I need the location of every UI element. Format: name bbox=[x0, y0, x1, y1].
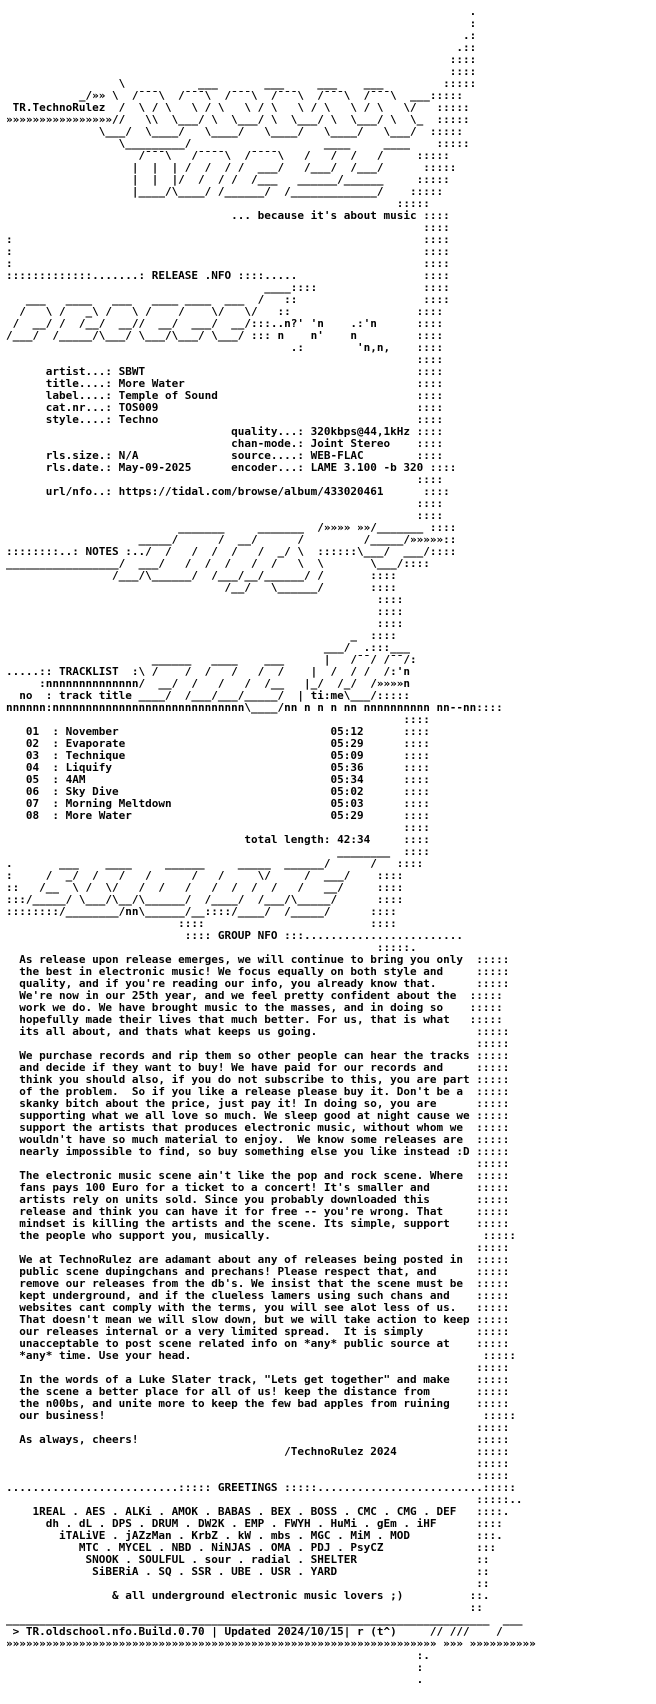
nfo-line: /___/ /_____/\___/ \___/\___/ \___/ ::: n n' n :::: bbox=[6, 329, 444, 342]
nfo-line: unacceptable to post scene related info on *any* public source at ::::: bbox=[6, 1337, 510, 1350]
nfo-line: our releases internal or a very limited spread. It is simply ::::: bbox=[6, 1325, 510, 1338]
nfo-line: _______ _______ /»»»» »»/_______ :::: bbox=[6, 521, 457, 534]
nfo-line: of the problem. So if you like a release please buy it. Don't be a ::::: bbox=[6, 1085, 510, 1098]
nfo-line: : bbox=[6, 1661, 424, 1674]
nfo-line: 04 : Liquify 05:36 :::: bbox=[6, 761, 430, 774]
nfo-line: . bbox=[6, 1673, 424, 1686]
nfo-line: :::::. bbox=[6, 941, 417, 954]
nfo-line: :::: bbox=[6, 53, 477, 66]
nfo-line: skanky bitch about the price, just pay it! In doing so, you are ::::: bbox=[6, 1097, 510, 1110]
nfo-line: ::::: bbox=[6, 1157, 510, 1170]
nfo-line: nearly impossible to find, so buy something else you like instead :D ::::: bbox=[6, 1145, 510, 1158]
nfo-line: ..........................::::: GREETINGS :::::.........................::::: bbox=[6, 1481, 516, 1494]
nfo-line: :: /__ \ / \/ / / / / / / / / __/ :::: bbox=[6, 881, 404, 894]
nfo-line: our business! ::::: bbox=[6, 1409, 516, 1422]
nfo-line: / __/ / /__/ __// __/ ___/ __/:::..n?' 'n .:'n :::: bbox=[6, 317, 444, 330]
nfo-line: label....: Temple of Sound :::: bbox=[6, 389, 444, 402]
nfo-line: \___/ \____/ \____/ \____/ \____/ \___/ ::::: bbox=[6, 125, 463, 138]
nfo-line: 02 : Evaporate 05:29 :::: bbox=[6, 737, 430, 750]
nfo-line: rls.date.: May-09-2025 encoder...: LAME 3.100 -b 320 :::: bbox=[6, 461, 457, 474]
nfo-line: :: bbox=[6, 1601, 483, 1614]
nfo-line: iTALiVE . jAZzMan . KrbZ . kW . mbs . MGC . MiM . MOD :::. bbox=[6, 1529, 503, 1542]
nfo-line: the people who support you, musically. ::::: bbox=[6, 1229, 516, 1242]
nfo-line: title....: More Water :::: bbox=[6, 377, 444, 390]
nfo-line: :::: :::: bbox=[6, 917, 397, 930]
nfo-line: :::: bbox=[6, 497, 444, 510]
nfo-line: quality, and if you're reading our info, you already know that. ::::: bbox=[6, 977, 510, 990]
nfo-line: public scene dupingchans and prechans! Please respect that, and ::::: bbox=[6, 1265, 510, 1278]
nfo-line: :::: bbox=[6, 65, 477, 78]
nfo-line: _________________/ ___/ / / / / / \ \ \___/:::: bbox=[6, 557, 430, 570]
nfo-line: ::::: bbox=[6, 1469, 510, 1482]
nfo-line: 08 : More Water 05:29 :::: bbox=[6, 809, 430, 822]
nfo-line: :::: bbox=[6, 617, 404, 630]
nfo-line: mindset is killing the artists and the scene. Its simple, support ::::: bbox=[6, 1217, 510, 1230]
nfo-line: /TechnoRulez 2024 ::::: bbox=[6, 1445, 510, 1458]
nfo-line: wouldn't have so much material to enjoy. We know some releases are ::::: bbox=[6, 1133, 510, 1146]
nfo-line: ::::::::/________/nn\______/__::::/____/ /_____/ :::: bbox=[6, 905, 397, 918]
nfo-line: remove our releases from the db's. We insist that the scene must be ::::: bbox=[6, 1277, 510, 1290]
nfo-line: We at TechnoRulez are adamant about any of releases being posted in ::::: bbox=[6, 1253, 510, 1266]
nfo-line: chan-mode.: Joint Stereo :::: bbox=[6, 437, 444, 450]
nfo-line: In the words of a Luke Slater track, "Lets get together" and make ::::: bbox=[6, 1373, 510, 1386]
nfo-line: : :::: bbox=[6, 233, 450, 246]
nfo-line: hopefully made their lives that much better. For us, that is what ::::: bbox=[6, 1013, 503, 1026]
nfo-line: nnnnnn:nnnnnnnnnnnnnnnnnnnnnnnnnnnnn\____/nn n n n nn nnnnnnnnnn nn--nn:::: bbox=[6, 701, 503, 714]
nfo-line: .:: bbox=[6, 41, 477, 54]
nfo-line: | | | / / / / ___/ /___/ /___/ ::::: bbox=[6, 161, 457, 174]
nfo-line: / \ / _\ / \ / / \/ \/ :: :::: bbox=[6, 305, 444, 318]
nfo-line: _ :::: bbox=[6, 629, 397, 642]
nfo-line: _/»» \ /¯¯¯\ /¯¯¯\ /¯¯¯\ /¯¯¯\ /¯¯¯\ /¯¯¯\ ___::::: bbox=[6, 89, 463, 102]
nfo-line: the scene a better place for all of us! keep the distance from ::::: bbox=[6, 1385, 510, 1398]
nfo-line: As release upon release emerges, we will continue to bring you only ::::: bbox=[6, 953, 510, 966]
nfo-line: its all about, and thats what keeps us going. ::::: bbox=[6, 1025, 510, 1038]
nfo-line: support the artists that produces electronic music, without whom we ::::: bbox=[6, 1121, 510, 1134]
nfo-line: ::::: bbox=[6, 1457, 510, 1470]
nfo-line: :. bbox=[6, 1649, 430, 1662]
nfo-line: > TR.oldschool.nfo.Build.0.70 | Updated 2024/10/15| r (t^) // /// / bbox=[6, 1625, 503, 1638]
nfo-line: ::::: bbox=[6, 1037, 510, 1050]
nfo-line: /___/\______/ /___/__/______/ / :::: bbox=[6, 569, 397, 582]
nfo-line: ... because it's about music :::: bbox=[6, 209, 450, 222]
nfo-line: work we do. We have brought music to the masses, and in doing so ::::: bbox=[6, 1001, 503, 1014]
nfo-line: 03 : Technique 05:09 :::: bbox=[6, 749, 430, 762]
nfo-line: :::: GROUP NFO :::........................ bbox=[6, 929, 463, 942]
nfo-line: ::::: bbox=[6, 1421, 510, 1434]
nfo-line: think you should also, if you do not subscribe to this, you are part ::::: bbox=[6, 1073, 510, 1086]
nfo-line: | | |/ / / / /___ ______/______ ::::: bbox=[6, 173, 450, 186]
nfo-line: :::::::::::::.......: RELEASE .NFO ::::..... :::: bbox=[6, 269, 450, 282]
nfo-line: release and think you can have it for free -- you're wrong. That ::::: bbox=[6, 1205, 510, 1218]
nfo-line: SiBERiA . SQ . SSR . UBE . USR . YARD :: bbox=[6, 1565, 490, 1578]
nfo-line: 05 : 4AM 05:34 :::: bbox=[6, 773, 430, 786]
nfo-line: kept underground, and if the clueless lamers using such chans and ::::: bbox=[6, 1289, 510, 1302]
nfo-line: : :::: bbox=[6, 257, 450, 270]
nfo-line: :nnnnnnnnnnnnnn/ __/ / / / /__ |_/ /_/ /»»»»n bbox=[6, 677, 410, 690]
nfo-line: .....:: TRACKLIST :\ / / / / / / | / / / /:'n bbox=[6, 665, 410, 678]
nfo-line: websites cant comply with the terms, you will see alot less of us. ::::: bbox=[6, 1301, 510, 1314]
nfo-line: :::/_____/ \___/\__/\______/ /____/ /___/\_____/ :::: bbox=[6, 893, 404, 906]
nfo-line: 01 : November 05:12 :::: bbox=[6, 725, 430, 738]
nfo-line: artist...: SBWT :::: bbox=[6, 365, 444, 378]
nfo-line: \_________/ ____ ____ ::::: bbox=[6, 137, 470, 150]
nfo-line: MTC . MYCEL . NBD . NiNJAS . OMA . PDJ . PsyCZ ::: bbox=[6, 1541, 497, 1554]
nfo-line: : :::: bbox=[6, 245, 450, 258]
nfo-line: quality...: 320kbps@44,1kHz :::: bbox=[6, 425, 444, 438]
nfo-line: /__/ \______/ :::: bbox=[6, 581, 397, 594]
nfo-line: and decide if they want to buy! We have paid for our records and ::::: bbox=[6, 1061, 510, 1074]
nfo-line: We're now in our 25th year, and we feel pretty confident about the ::::: bbox=[6, 989, 503, 1002]
nfo-line: :::: bbox=[6, 593, 404, 606]
nfo-line: supporting what we all love so much. We sleep good at night cause we ::::: bbox=[6, 1109, 510, 1122]
nfo-line: . bbox=[6, 5, 477, 18]
nfo-line: no : track title ____/ /___/___/_____/ | ti:me\___/::::: bbox=[6, 689, 410, 702]
nfo-line: total length: 42:34 :::: bbox=[6, 833, 430, 846]
nfo-line: ______ ____ ___ | /¯¯/ /¯¯/: bbox=[6, 653, 417, 666]
nfo-line: ________ :::: bbox=[6, 845, 430, 858]
nfo-line: rls.size.: N/A source....: WEB-FLAC :::: bbox=[6, 449, 444, 462]
nfo-line: dh . dL . DPS . DRUM . DW2K . EMP . FWYH . HuMi . gEm . iHF :::: bbox=[6, 1517, 503, 1530]
nfo-line: :::: bbox=[6, 221, 450, 234]
nfo-line: :::: bbox=[6, 605, 404, 618]
nfo-line: 1REAL . AES . ALKi . AMOK . BABAS . BEX . BOSS . CMC . CMG . DEF ::::. bbox=[6, 1505, 510, 1518]
nfo-line: TR.TechnoRulez / \ / \ \ / \ \ / \ \ / \ \ / \ \/ ::::: bbox=[6, 101, 470, 114]
nfo-line: »»»»»»»»»»»»»»»»// \\ \___/ \ \___/ \ \___/ \ \___/ \ \_ ::::: bbox=[6, 113, 470, 126]
nfo-line: :::: bbox=[6, 821, 430, 834]
nfo-line: »»»»»»»»»»»»»»»»»»»»»»»»»»»»»»»»»»»»»»»»»»»»»»»»»»»»»»»»»»»»»»»»» »»» »»»»»»»»»» bbox=[6, 1637, 536, 1650]
nfo-line: ::::::::..: NOTES :../ / / / / / _/ \ ::::::\___/ ___/:::: bbox=[6, 545, 457, 558]
nfo-line: :::::.. bbox=[6, 1493, 523, 1506]
nfo-line: :::: bbox=[6, 509, 444, 522]
nfo-line: fans pays 100 Euro for a ticket to a concert! It's smaller and ::::: bbox=[6, 1181, 510, 1194]
nfo-line: ::::: bbox=[6, 1361, 510, 1374]
nfo-line: : / _/ / / / / / \/ / ___/ :::: bbox=[6, 869, 404, 882]
nfo-line: url/nfo..: https://tidal.com/browse/album/433020461 :::: bbox=[6, 485, 450, 498]
nfo-line: :::: bbox=[6, 473, 444, 486]
nfo-line: ____:::: :::: bbox=[6, 281, 450, 294]
nfo-line: _____/ / __/ / /_____/»»»»»:: bbox=[6, 533, 457, 546]
nfo-line: 06 : Sky Dive 05:02 :::: bbox=[6, 785, 430, 798]
nfo-line: That doesn't mean we will slow down, but we will take action to keep ::::: bbox=[6, 1313, 510, 1326]
nfo-line: *any* time. Use your head. ::::: bbox=[6, 1349, 516, 1362]
nfo-line: The electronic music scene ain't like the pop and rock scene. Where ::::: bbox=[6, 1169, 510, 1182]
nfo-line: \ ___ ___ ___ ___ ::::: bbox=[6, 77, 477, 90]
nfo-line: .: 'n,n, :::: bbox=[6, 341, 444, 354]
nfo-line: :::: bbox=[6, 713, 430, 726]
nfo-line: .: bbox=[6, 29, 477, 42]
nfo-line: the n00bs, and unite more to keep the few bad apples from ruining ::::: bbox=[6, 1397, 510, 1410]
nfo-line: artists rely on units sold. Since you probably downloaded this ::::: bbox=[6, 1193, 510, 1206]
nfo-line: :::: bbox=[6, 353, 444, 366]
nfo-line: : bbox=[6, 17, 477, 30]
nfo-line: We purchase records and rip them so other people can hear the tracks ::::: bbox=[6, 1049, 510, 1062]
nfo-line: :: bbox=[6, 1577, 490, 1590]
nfo-line: /¯¯¯\ /¯¯¯¯\ /¯¯¯¯\ / / / / ::::: bbox=[6, 149, 450, 162]
nfo-line: cat.nr...: TOS009 :::: bbox=[6, 401, 444, 414]
nfo-line: SNOOK . SOULFUL . sour . radial . SHELTER :: bbox=[6, 1553, 490, 1566]
nfo-line: ___/ .:::___ bbox=[6, 641, 410, 654]
nfo-line: |____/\____/ /______/ /_____________/ ::::: bbox=[6, 185, 444, 198]
nfo-line: ::::: bbox=[6, 1241, 510, 1254]
nfo-line: the best in electronic music! We focus equally on both style and ::::: bbox=[6, 965, 510, 978]
nfo-line: 07 : Morning Meltdown 05:03 :::: bbox=[6, 797, 430, 810]
nfo-line: As always, cheers! ::::: bbox=[6, 1433, 510, 1446]
nfo-line: & all underground electronic music lovers ;) ::. bbox=[6, 1589, 490, 1602]
nfo-line: style....: Techno :::: bbox=[6, 413, 444, 426]
nfo-line: _________________________________________________________________________ ___ bbox=[6, 1613, 523, 1626]
nfo-line: ::::: bbox=[6, 197, 430, 210]
nfo-line: ___ ____ ___ ____ ____ ___ / :: :::: bbox=[6, 293, 450, 306]
nfo-line: . ___ ____ ______ _____ ______/ / :::: bbox=[6, 857, 424, 870]
